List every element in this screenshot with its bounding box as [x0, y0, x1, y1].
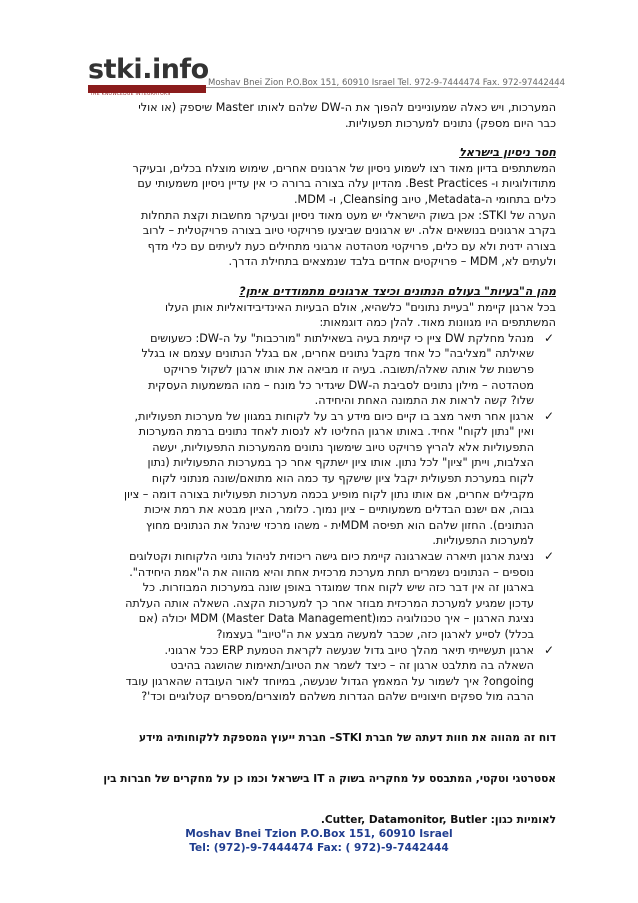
section-title: מהן ה"בעיות" בעולם הנתונים וכיצד ארגונים מתמודדים איתן? — [239, 284, 556, 298]
list-item-line: הנתונים). החזון שלהם הוא תפיסה MDMית - משהו מרכזי שינהל את הנתונים מחוץ — [146, 518, 534, 532]
paragraph-line: הערה של STKI: אכן בשוק הישראלי יש מעט מאוד ניסיון ובעיקר מחשבות וקצת התחלות — [140, 208, 556, 222]
list-item-line: שלו? קשה לראות את התמונה האחת והיחידה. — [314, 394, 534, 408]
logo-tagline: THE KNOWLEDGE INTEGRATORS — [90, 92, 171, 97]
list-item — [86, 549, 556, 643]
list-item-line: למערכות התפעוליות. — [432, 534, 534, 548]
summary-line: דוח זה מהווה את חוות דעתה של חברת STKI– חברת ייעוץ המספקת ללקוחותיה מידע — [138, 731, 556, 744]
list-item-line: מנהל מחלקת DW ציין כי קיימת בעיה בשאילתות "מורכבות" על ה-DW: כשעושים — [150, 331, 534, 345]
list-item-line: נציגת ארגון תיארה שבארגונה קיימת כיום גישה ריכוזית לניהול נתוני הלקוחות וקטלוגים — [129, 550, 534, 564]
paragraph-line: מתודולוגיות ו- Best Practices. מהדיון עלה בצורה ברורה כי אין עדיין ניסיון משמעותי עם — [137, 177, 556, 191]
list-item-line: התפעוליות אלא להריץ פרויקט טיוב שימשוך נתונים מהמערכות התפעוליות, יעשה — [152, 440, 534, 454]
summary-line: אסטרטגי וטקטי, המתבסס על מחקריה בשוק ה IT בישראל וכמו כן על מחקרים של חברות בין — [103, 772, 556, 785]
list-item-line: ארגון אחר תיאר מצב בו קיים כיום מידע רב על לקוחות במגוון של מערכות תפעוליות, — [134, 409, 534, 423]
list-item — [86, 409, 556, 549]
checkmark-icon: ✓ — [543, 642, 554, 657]
paragraph-line: בקרב ארגונים בנושאים אלה. יש ארגונים שביצעו פרויקטי טיוב בצורה פרויקטלית – לרוב — [142, 224, 556, 238]
paragraph-line: בצורה ידנית ולא עם כלים, פרויקטי מטהדטה ארגוני מתחילים כעת לעיתים עם כלי מדף — [147, 239, 556, 253]
list-item-line: נציגת הארגון – איך טכנולוגיה כמוMDM (Master Data Management) יכולה (אם — [138, 612, 534, 626]
header-contact: Moshav Bnei Zion P.O.Box 151, 60910 Israel Tel. 972-9-7444474 Fax. 972-97442444 — [208, 78, 566, 88]
list-item-line: ואין "נתון לקוח" אחיד. באותו ארגון החליטו לא לנסות לאחד נתונים ברמת המערכות — [138, 425, 534, 439]
list-item-line: פרשנות של אותה שאלה/תשובה. בעיה זו מביאה את אותו ארגון לשקול פרויקט — [163, 362, 534, 376]
checkmark-icon: ✓ — [543, 330, 554, 345]
list-item-line: בארגון זה אין דבר כזה שיש לקוח אחד שמוגדר באופן שונה במערכות המבוזרות. כל — [142, 581, 534, 595]
paragraph-line: המשתתפים היו מגוונות מאוד. להלן כמה דוגמאות: — [319, 316, 556, 330]
intro-line: המערכות, ויש כאלה שמעוניינים להפוך את ה-DW שלהם לאותו Master שיספק (או אולי — [138, 101, 556, 114]
page-header — [88, 54, 566, 97]
list-item-line: מטהדטה – מילון נתונים לסביבת ה-DW שיגדיר כל מונח – מהו המשמעות העסקית — [148, 378, 534, 392]
paragraph-line: כלים בתחומי ה-Metadata, טיוב Cleansing, ו- MDM. — [293, 192, 556, 206]
list-item — [86, 643, 556, 705]
list-item-line: גבוה, אם ישנם הבדלים משמעותיים – ציון נמוך. כלומר, הציון מבטא את רמת איכות — [144, 503, 534, 517]
list-item-line: לקוח במערכת תפעולית יקבל ציון שישקף עד כמה הוא מתואם/שונה מנתוני לקוח — [151, 472, 534, 486]
list-item-line: הרבה מול ספקים חיצוניים שלהם הגדרות משלהם למוצרים/מספרים קטלוגיים וכד'? — [141, 690, 534, 704]
footer-phones: Tel: (972)-9-7444474 Fax: ( 972)-9-7442444 — [189, 842, 449, 854]
list-item-line: מקבילים אחרים, אם אותו נתון לקוח מופיע בכמה מערכות תפעוליות בצורה דומה – ציון — [124, 487, 534, 501]
list-item-line: בכלל) לסייע לארגון כזה, שכבר למעשה מבצע את ה"טיוב" בעצמו? — [216, 628, 534, 641]
paragraph-line: בכל ארגון קיימת "בעיית נתונים" כלשהיא, אולם הבעיות האינדיבידואליות אותן העלו — [164, 300, 556, 314]
paragraph-line: המשתתפים בדיון מאוד רצו לשמוע ניסיון של ארגונים אחרים, שימוש מוצלח בכלים, ובעיקר — [132, 161, 556, 175]
paragraph-line: ולעתים לא, MDM – פרויקטים אחדים בלבד שנמצאים בתחילת הדרך. — [228, 255, 556, 269]
examples-list — [86, 331, 556, 705]
section-title: חסר ניסיון בישראל — [459, 146, 556, 160]
list-item-line: הצלבות, וייתן "ציון" לכל נתון. אותו ציון ישתקף אחר כך במערכות התפעוליות (נתון — [147, 456, 534, 470]
list-item — [86, 331, 556, 409]
summary-line: לאומיות כגון: Cutter, Datamonitor, Butler. — [320, 813, 556, 826]
stki-logo: stki.info — [88, 54, 209, 85]
checkmark-icon: ✓ — [543, 408, 554, 423]
list-item-line: השאלה בה מתלבט ארגון זה – כיצד לשמר את הטיוב/תאימות שהושגה בהיבט — [170, 659, 534, 673]
list-item-line: עדכון שמגיע למערכת המרכזית מבוזר אחר כך למערכות הקצה. השאלה אותה העלתה — [125, 596, 534, 610]
list-item-line: שאילתה "מצליבה" כל אחד מקבל נתונים אחרים, אם בגלל הנתונים עצמם או בגלל — [141, 347, 534, 361]
document-body — [86, 100, 556, 828]
footer-address: Moshav Bnei Tzion P.O.Box 151, 60910 Israel — [185, 828, 453, 840]
checkmark-icon: ✓ — [543, 549, 554, 564]
list-item-line: נוספים – הנתונים נשמרים תחת מערכת מרכזית אחת והיא מהווה את ה"אמת היחידה". — [129, 565, 534, 579]
intro-line: כבר היום מספק) נתונים למערכות תפעוליות. — [345, 116, 556, 130]
list-item-line: ארגון תעשייתי תיאר מהלך טיוב גדול שנעשה לקראת הטמעת ERP ככל ארגוני. — [164, 643, 534, 657]
list-item-line: ongoing? איך לשמור על המאמץ הגדול שנעשה, במיוחד לאור העובדה שהארגון עובד — [125, 674, 534, 688]
